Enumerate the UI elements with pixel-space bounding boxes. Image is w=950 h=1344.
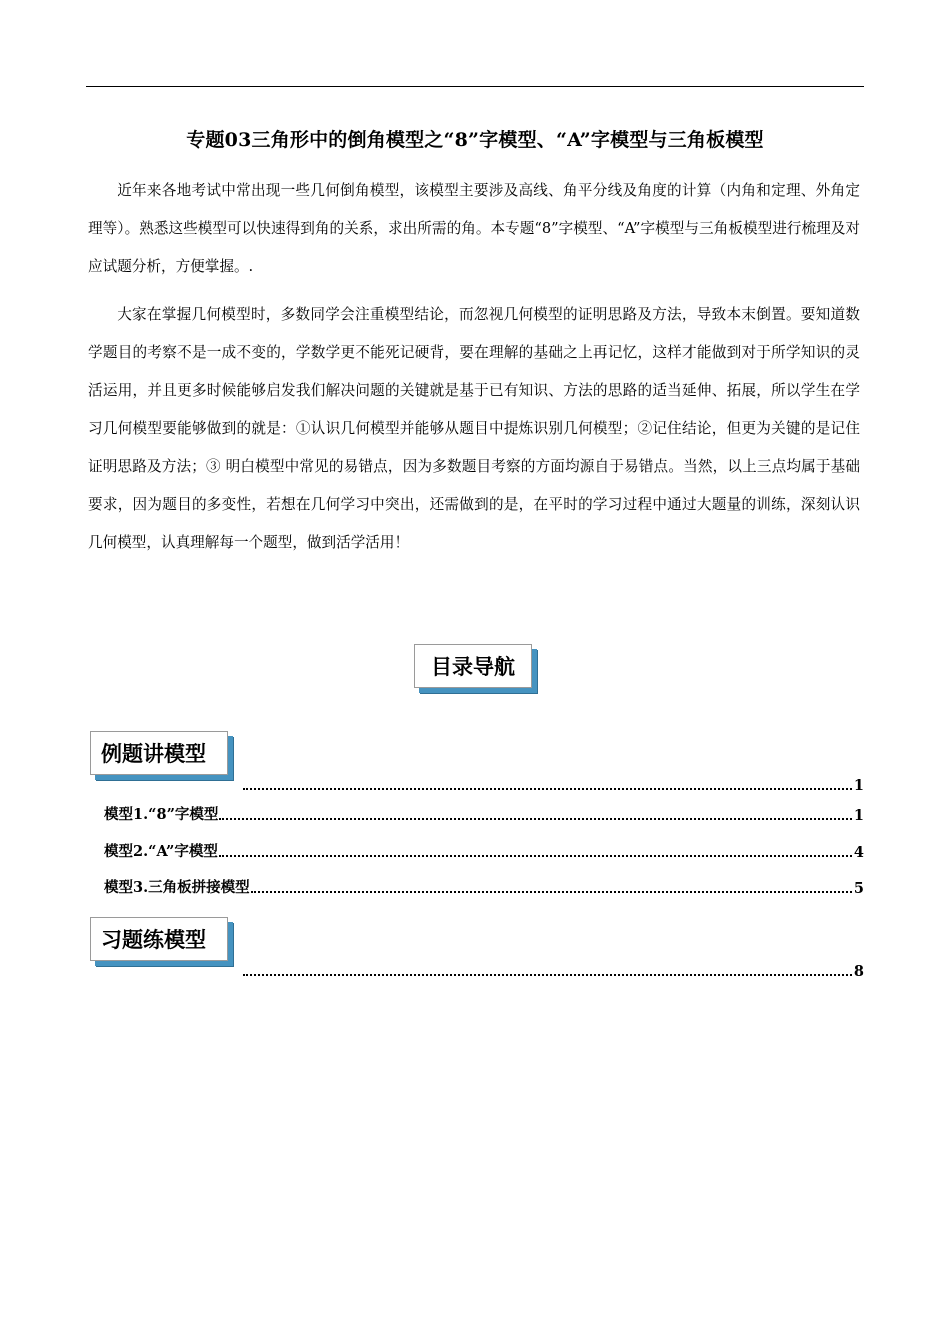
toc-leader-dots <box>219 818 851 820</box>
toc-entry-examples[interactable] <box>242 774 864 794</box>
header-rule <box>86 86 864 87</box>
document-title: 专题03三角形中的倒角模型之“8”字模型、“A”字模型与三角板模型 <box>186 129 764 151</box>
toc-leader-dots <box>251 891 852 893</box>
example-models-badge[interactable]: 例题讲模型 <box>90 731 228 775</box>
toc-entry-model-1[interactable] <box>104 804 864 824</box>
toc-page-number: 5 <box>853 880 864 897</box>
toc-navigation-badge: 目录导航 <box>414 644 532 688</box>
toc-page-number: 1 <box>853 807 864 824</box>
toc-entry-label: 模型2.“A”字模型 <box>104 843 218 860</box>
toc-page-number: 4 <box>853 844 864 861</box>
toc-page-number: 1 <box>853 777 864 794</box>
study-advice-paragraph: 大家在掌握几何模型时，多数同学会注重模型结论，而忽视几何模型的证明思路及方法，导致本末倒置。要知道数学题目的考察不是一成不变的，学数学更不能死记硬背，要在理解的基础之上再记忆，这样才能做到对于所学知识的灵活运用，并且更多时候能够启发我们解决问题的关键就是基于已有知识、方法的思路的适当延伸、拓展，所以学生在学习几何模型要能够做到的就是：①认识几何模型并能够从题目中提炼识别几何模型；②记住结论，但更为关键的是记住证明思路及方法；③ 明白模型中常见的易错点，因为多数题目考察的方面均源自于易错点。当然，以上三点均属于基础要求，因为题目的多变性，若想在几何学习中突出，还需做到的是，在平时的学习过程中通过大题量的训练，深刻认识几何模型，认真理解每一个题型，做到活学活用！ <box>88 306 860 551</box>
toc-entry-label: 模型1.“8”字模型 <box>104 806 219 823</box>
toc-entry-model-2[interactable] <box>104 841 864 861</box>
toc-entry-label: 模型3.三角板拼接模型 <box>104 879 250 896</box>
intro-paragraph: 近年来各地考试中常出现一些几何倒角模型，该模型主要涉及高线、角平分线及角度的计算（内角和定理、外角定理等）。熟悉这些模型可以快速得到角的关系，求出所需的角。本专题“8”字模型、“A”字模型与三角板模型进行梳理及对应试题分析，方便掌握。. <box>88 182 860 275</box>
toc-page-number: 8 <box>853 963 864 980</box>
toc-entry-model-3[interactable] <box>104 877 864 897</box>
toc-entry-practice[interactable] <box>242 960 864 980</box>
toc-leader-dots <box>219 855 852 857</box>
toc-leader-dots <box>243 974 852 976</box>
practice-models-badge[interactable]: 习题练模型 <box>90 917 228 961</box>
toc-leader-dots <box>243 788 852 790</box>
